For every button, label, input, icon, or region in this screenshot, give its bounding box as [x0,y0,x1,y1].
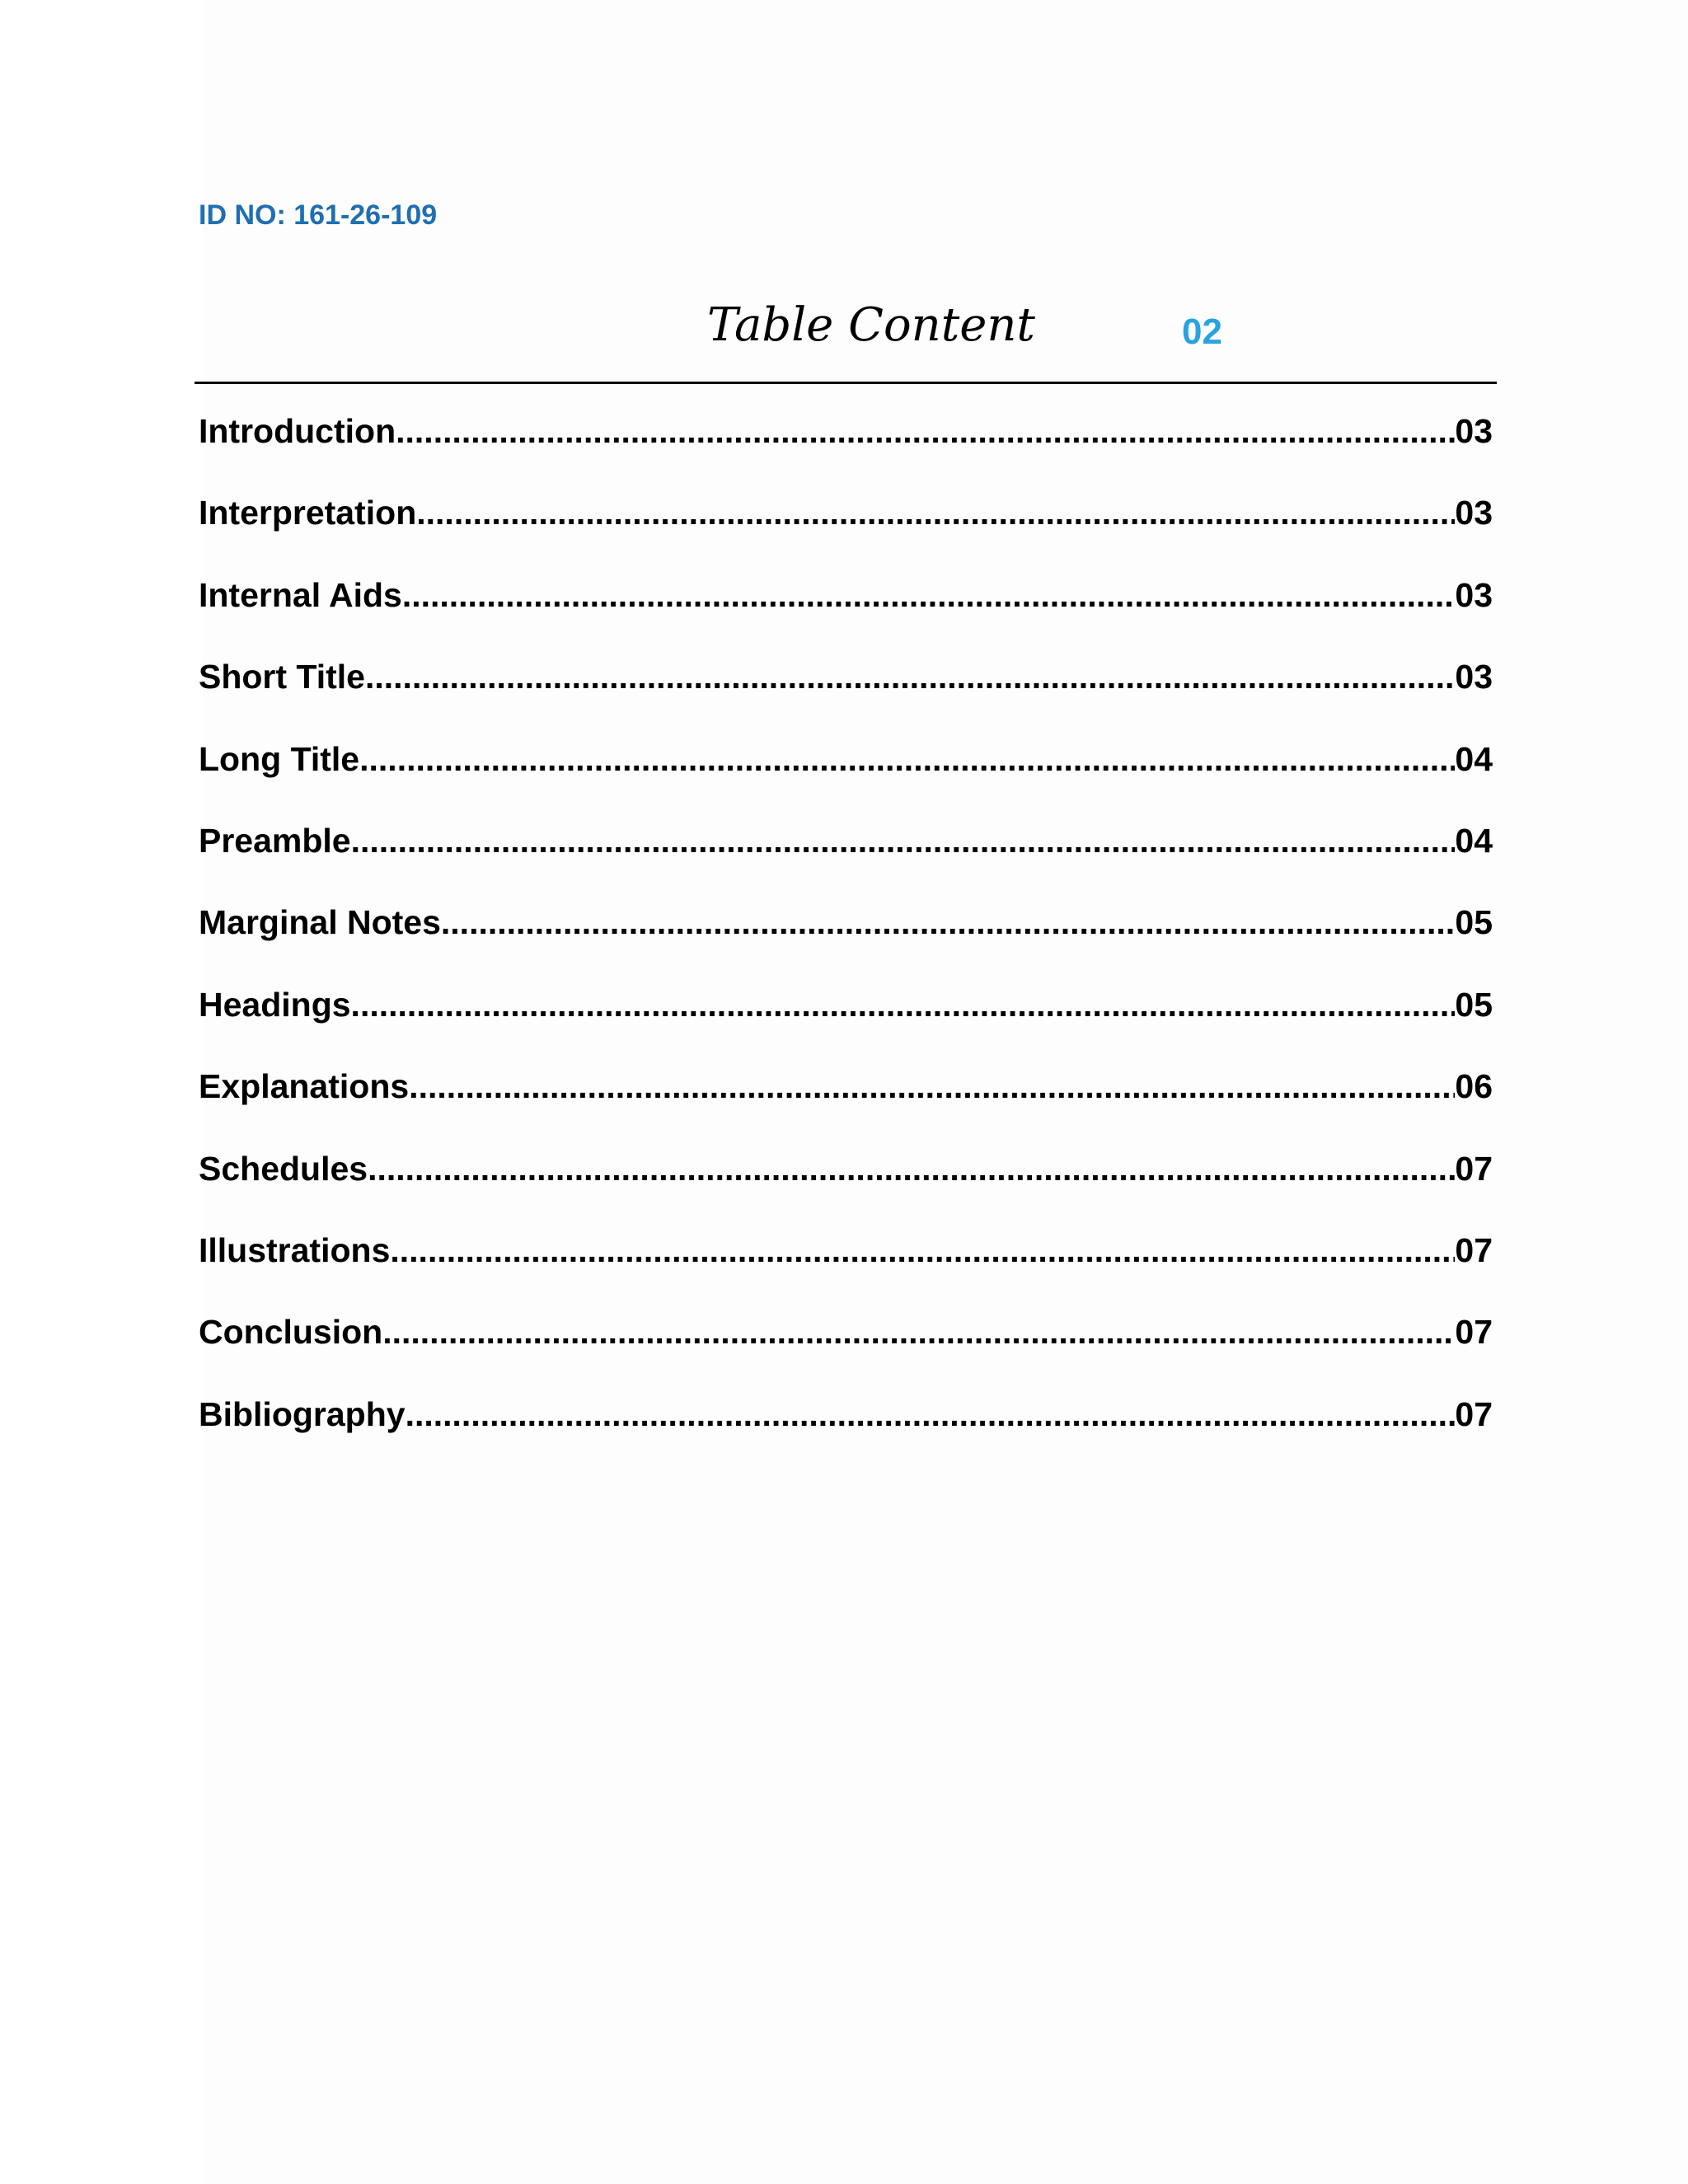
toc-entry-page: 07 [1455,1313,1493,1352]
toc-entry-label: Headings [199,985,351,1024]
toc-entry-short-title[interactable] [199,658,1493,739]
toc-entry-label: Explanations [199,1067,410,1106]
toc-entry-page: 03 [1455,575,1493,614]
toc-entry-label: Preamble [199,821,351,860]
toc-entry-schedules[interactable] [199,1150,1493,1231]
toc-entry-page: 04 [1455,821,1493,860]
toc-dot-leader [402,576,1456,615]
toc-entry-page: 03 [1455,658,1493,696]
toc-entry-illustrations[interactable] [199,1231,1493,1313]
toc-dot-leader [351,986,1456,1024]
toc-dot-leader [359,740,1455,779]
toc-entry-label: Illustrations [199,1230,391,1269]
toc-entry-internal-aids[interactable] [199,576,1493,658]
toc-dot-leader [351,822,1456,860]
toc-entry-label: Long Title [199,739,360,778]
toc-entry-headings[interactable] [199,986,1493,1067]
toc-entry-long-title[interactable] [199,740,1493,822]
title-divider [195,382,1497,384]
toc-entry-label: Interpretation [199,494,417,532]
toc-dot-leader [441,903,1456,942]
toc-entry-interpretation[interactable] [199,494,1493,575]
toc-entry-label: Bibliography [199,1394,406,1433]
toc-entry-label: Short Title [199,658,365,696]
toc-dot-leader [382,1313,1455,1352]
toc-entry-label: Conclusion [199,1313,383,1352]
toc-dot-leader [409,1067,1455,1106]
toc-dot-leader [368,1150,1455,1188]
page-title: Table Content [707,298,1035,352]
toc-entry-page: 03 [1455,412,1493,450]
id-number: ID NO: 161-26-109 [199,199,438,231]
toc-entry-label: Introduction [199,412,396,450]
toc-entry-page: 05 [1455,903,1493,942]
toc-entry-conclusion[interactable] [199,1313,1493,1394]
toc-entry-preamble[interactable] [199,822,1493,903]
toc-dot-leader [365,658,1455,696]
toc-entry-label: Schedules [199,1149,368,1188]
toc-entry-introduction[interactable] [199,412,1493,494]
toc-entry-label: Marginal Notes [199,903,441,942]
toc-dot-leader [396,412,1455,451]
toc-entry-explanations[interactable] [199,1067,1493,1149]
page-number: 02 [1182,312,1222,352]
toc-dot-leader [390,1231,1455,1270]
toc-entry-page: 07 [1455,1149,1493,1188]
toc-entry-page: 07 [1455,1394,1493,1433]
toc-entry-label: Internal Aids [199,575,402,614]
toc-entry-page: 03 [1455,494,1493,532]
toc-entry-marginal-notes[interactable] [199,903,1493,985]
toc-entry-page: 04 [1455,739,1493,778]
toc-entry-page: 07 [1455,1230,1493,1269]
toc-dot-leader [406,1395,1456,1434]
toc-entry-bibliography[interactable] [199,1395,1493,1477]
toc-dot-leader [416,494,1455,532]
toc-entry-page: 06 [1455,1067,1493,1106]
table-of-contents [199,412,1493,1477]
toc-entry-page: 05 [1455,985,1493,1024]
